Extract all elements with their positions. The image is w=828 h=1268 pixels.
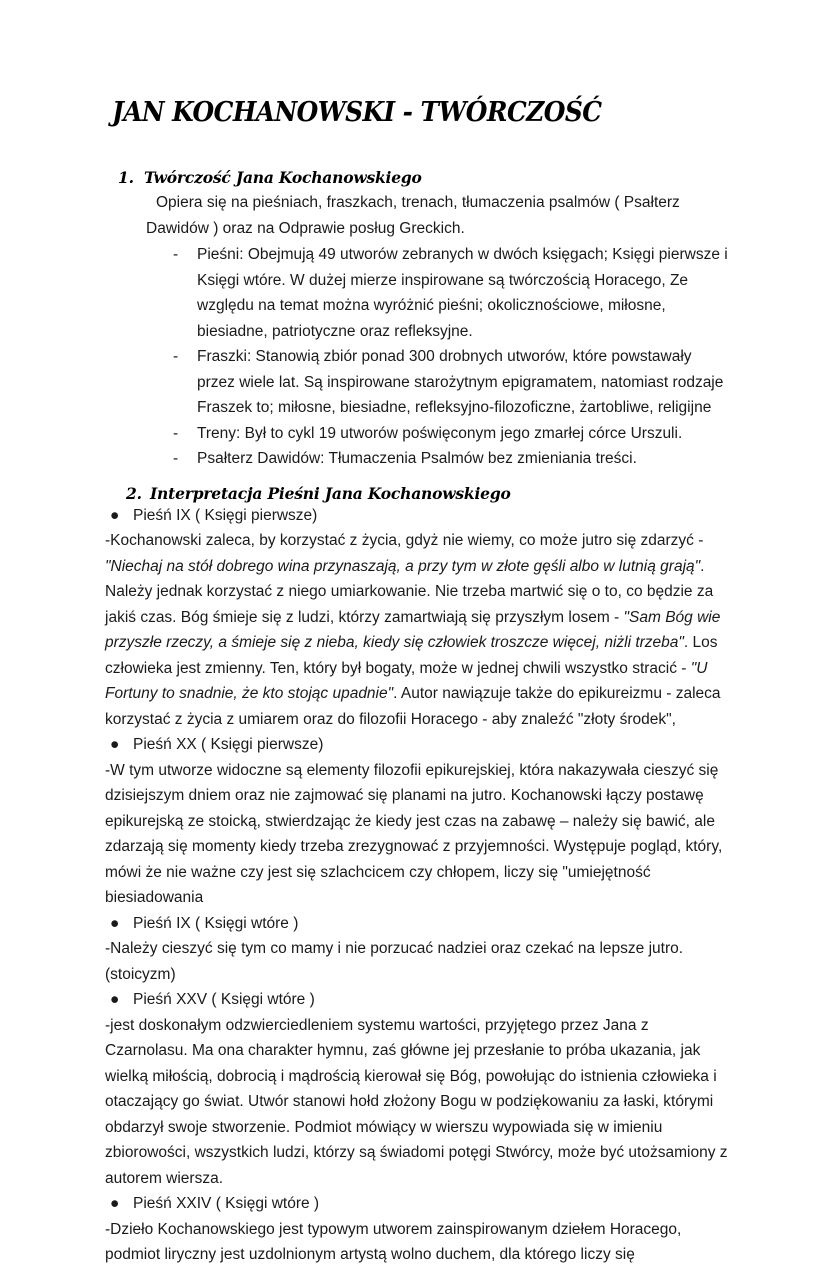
section-title: Twórczość Jana Kochanowskiego <box>144 168 422 187</box>
list-item <box>0 421 828 447</box>
bullet-marker-icon: ● <box>110 506 120 524</box>
body-prefix: - <box>105 1220 111 1238</box>
list-item-text: Treny: Był to cykl 19 utworów poświęconym jego zmarłej córce Urszuli. <box>197 424 683 442</box>
entry-title: Pieśń IX ( Księgi wtóre ) <box>133 914 299 932</box>
quotation: "Niechaj na stół dobrego wina przynaszają, a przy tym w złote gęśli albo w lutnią grają" <box>105 557 701 575</box>
bullet-marker-icon: ● <box>110 991 120 1008</box>
list-item-text: Psałterz Dawidów: Tłumaczenia Psalmów bez zmieniania treści. <box>197 450 637 467</box>
entry-body <box>0 758 828 911</box>
bullet-marker-icon: ● <box>110 736 120 753</box>
dash-marker-icon: - <box>173 246 179 263</box>
dash-marker-icon: - <box>173 348 179 365</box>
entry-body <box>0 1013 828 1192</box>
list-item <box>0 446 828 472</box>
section-title: Interpretacja Pieśni Jana Kochanowskiego <box>150 483 511 503</box>
document-body <box>0 168 828 1268</box>
entry-title: Pieśń XXIV ( Księgi wtóre ) <box>133 1195 320 1212</box>
page-title: JAN KOCHANOWSKI - TWÓRCZOŚĆ <box>112 97 602 128</box>
list-item-text: Fraszki: Stanowią zbiór ponad 300 drobnych utworów, które powstawały przez wiele lat. Są inspirowane starożytnym epigramatem, natomiast rodzaje Fraszek to; miłosne, biesiadne, refleksyjno-filozoficzne, żartobliwe, religijne <box>197 348 724 416</box>
list-item <box>0 344 828 421</box>
entry-title: Pieśń XX ( Księgi pierwsze) <box>133 736 324 753</box>
section-heading-1 <box>0 168 828 187</box>
list-item <box>0 1191 828 1217</box>
body-prefix: - <box>105 761 111 779</box>
list-item <box>0 732 828 758</box>
entry-body <box>0 1217 828 1268</box>
dash-marker-icon: - <box>173 424 179 442</box>
entry-body <box>0 528 828 732</box>
quotation: "U Fortuny to snadnie, że kto stojąc upadnie" <box>105 659 708 702</box>
entry-title: Pieśń IX ( Księgi pierwsze) <box>133 506 318 524</box>
body-prefix: - <box>105 940 111 957</box>
dash-marker-icon: - <box>173 450 179 467</box>
body-text: W tym utworze widoczne są elementy filozofii epikurejskiej, która nakazywała cieszyć się dzisiejszym dniem oraz nie zajmować się planami na jutro. Kochanowski łączy postawę epikurejską ze stoicką, stwierdzając że kiedy jest czas na zabawę – należy się bawić, ale zdarzają się momenty kiedy trzeba zrezygnować z przyjemności. Występuje pogląd, który, mówi że nie ważne czy jest się szlachcicem czy chłopem, liczy się "umiejętność biesiadowania <box>105 761 723 906</box>
entry-title: Pieśń XXV ( Księgi wtóre ) <box>133 991 315 1008</box>
list-item <box>0 242 828 344</box>
section-heading-2 <box>0 484 828 503</box>
entry-body <box>0 936 828 987</box>
section-1-intro: Opiera się na pieśniach, fraszkach, trenach, tłumaczenia psalmów ( Psałterz Dawidów ) oraz na Odprawie posług Greckich. <box>146 194 680 237</box>
body-text: . Los człowieka jest zmienny. Ten, który był bogaty, może w jednej chwili wszystko stracić - <box>105 634 718 677</box>
body-text: . Należy jednak korzystać z niego umiarkowanie. Nie trzeba martwić się o to, co będzie za jakiś czas. Bóg śmieje się z ludzi, którzy zamartwiają się przyszłym losem - <box>105 557 714 626</box>
bullet-marker-icon: ● <box>110 1195 120 1212</box>
section-number: 2. <box>126 483 142 503</box>
bullet-marker-icon: ● <box>110 914 120 932</box>
list-item-text: Pieśni: Obejmują 49 utworów zebranych w dwóch księgach; Księgi pierwsze i Księgi wtóre. W dużej mierze inspirowane są twórczością Horacego, Ze względu na temat można wyróżnić pieśni; okolicznościowe, miłosne, biesiadne, patriotyczne oraz refleksyjne. <box>197 246 728 340</box>
list-item <box>0 503 828 529</box>
body-text: Kochanowski zaleca, by korzystać z życia, gdyż nie wiemy, co może jutro się zdarzyć - <box>110 532 704 549</box>
list-item <box>0 911 828 937</box>
list-item <box>0 987 828 1013</box>
section-number: 1. <box>118 168 134 187</box>
body-text: jest doskonałym odzwierciedleniem systemu wartości, przyjętego przez Jana z Czarnolasu. Ma ona charakter hymnu, zaś główne jej przesłanie to próba ukazania, jak wielką miłością, dobrocią i mądrością kierował się Bóg, powołując do istnienia człowieka i otaczający go świat. Utwór stanowi hołd złożony Bogu w podziękowaniu za łaski, którymi obdarzył swoje stworzenie. Podmiot mówiący w wierszu wypowiada się w imieniu zbiorowości, wszystkich ludzi, którzy są świadomi potęgi Stwórcy, może być utożsamiony z autorem wiersza. <box>105 1016 728 1187</box>
body-text: . Autor nawiązuje także do epikureizmu - zaleca korzystać z życia z umiarem oraz do filozofii Horacego - aby znaleźć "złoty środek", <box>105 685 721 728</box>
section-1-dash-list <box>0 242 828 472</box>
body-text: Dzieło Kochanowskiego jest typowym utworem zainspirowanym dziełem Horacego, podmiot liryczny jest uzdolnionym artystą wolno duchem, dla którego liczy się <box>105 1220 682 1263</box>
body-text: Należy cieszyć się tym co mamy i nie porzucać nadziei oraz czekać na lepsze jutro. (stoicyzm) <box>105 940 684 983</box>
body-prefix: - <box>105 1016 111 1034</box>
quotation: "Sam Bóg wie przyszłe rzeczy, a śmieje się z nieba, kiedy się człowiek troszcze więcej, niżli trzeba" <box>105 608 721 651</box>
body-prefix: - <box>105 532 111 549</box>
